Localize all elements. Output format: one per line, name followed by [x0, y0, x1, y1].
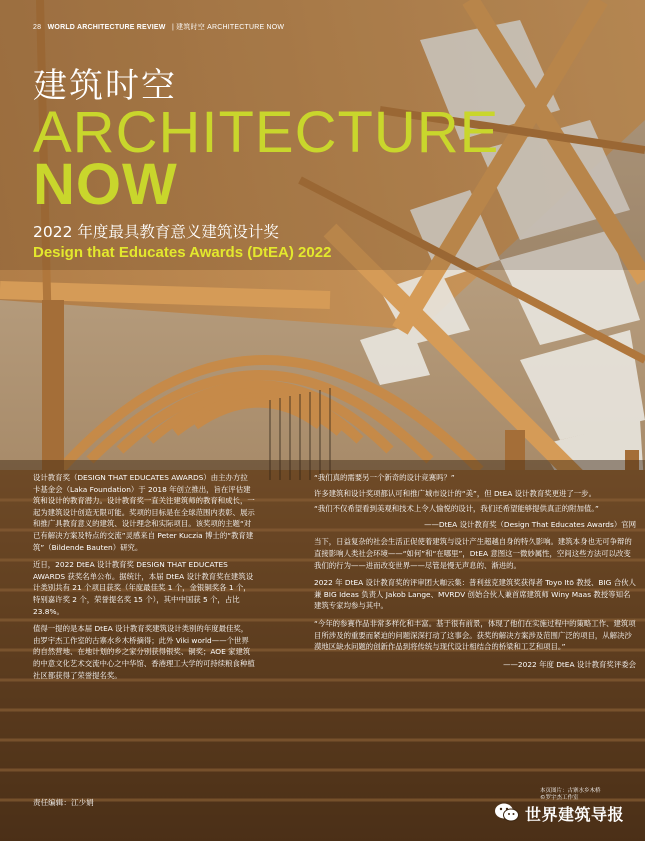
subtitle-english: Design that Educates Awards (DtEA) 2022	[33, 244, 332, 261]
subtitle-chinese: 2022 年度最具教育意义建筑设计奖	[33, 223, 279, 241]
page-header: 28 WORLD ARCHITECTURE REVIEW | 建筑时空 ARCHITECTURE NOW	[33, 24, 285, 31]
right-paragraph-3: 2022 年 DtEA 设计教育奖的评审团大咖云集：普利兹克建筑奖获得者 Toyo Itō 教授、BIG 合伙人兼 BIG Ideas 负责人 Jakob Lange、MVRDV 创始合伙人兼首席建筑师 Winy Maas 教授等知名建筑专家均参与其中。	[314, 578, 636, 611]
right-paragraph-4: “今年的参赛作品非常多样化和丰富。基于很有前景，体现了他们在实施过程中的策略工作、建筑项目所涉及的重要而紧迫的问题深深打动了这事会。获奖的解决方案涉及范围广泛的项目，从解决沙漠地区缺水问题的创新作品到将传统与现代设计相结合的桥梁和工艺和项目。”	[314, 618, 636, 652]
title-chinese: 建筑时空	[33, 66, 177, 106]
right-paragraph-2: 当下，日益复杂的社会生活正促使着建筑与设计产生超越自身的特久影响。建筑本身也无可争辩的直接影响人类社会环境——“如何”和“在哪里”，DtEA 意图这一微妙属性，空间这些方法可以改变我们的行为——进而改变世界——尽管是慢无声息的、渐进的。	[314, 537, 632, 570]
photo-credit-line-2: ©罗宇杰工作室	[540, 795, 579, 801]
photo-credit-line-1: 本页图片：古寨水乡木桥	[540, 788, 601, 794]
quote-signature-1: ——DtEA 设计教育奖（Design That Educates Awards）官网	[424, 519, 636, 529]
left-column	[33, 472, 255, 687]
left-paragraph-1: 设计教育奖（DESIGN THAT EDUCATES AWARDS）由主办方拉卡基金会（Laka Foundation）于 2018 年创立推出，旨在评估建筑和设计的教育潜力。设计教育奖一直关注建筑师的教育和成长，一起为建筑设计创造无限可能。奖项的目标是在全球范围内表彰、展示和推广具教育意义的建筑、设计理念和实际项目。该奖项的主题“对已有解决方案及特点的交流”灵感来自 Peter Kuczia 博士的“教育建筑”（Bildende Bauten）研究。	[33, 473, 255, 552]
quote-signature-2: ——2022 年度 DtEA 设计教育奖评委会	[503, 659, 636, 669]
title-architecture: ARCHITECTURE	[33, 100, 500, 165]
brand-name: 世界建筑导报	[525, 804, 625, 824]
brand-watermark	[493, 799, 624, 827]
editor-credit: 责任编辑：江少娟	[33, 798, 94, 807]
magazine-name: WORLD ARCHITECTURE REVIEW	[47, 24, 166, 31]
quote-body: 许多建筑和设计奖项都认可和推广城市设计的“美”，但 DtEA 设计教育奖更进了一步。	[314, 488, 596, 498]
section-name: 建筑时空 ARCHITECTURE NOW	[176, 24, 285, 31]
title-now: NOW	[33, 152, 178, 217]
quote-question: “我们真的需要另一个新奇的设计竞赛吗？”	[314, 473, 455, 482]
right-column	[314, 472, 636, 676]
wechat-icon	[493, 799, 521, 827]
left-paragraph-3: 值得一提的是本届 DtEA 设计教育奖建筑设计类别的年度最佳奖，由罗宇杰工作室的古寨水乡木桥摘得；此外 Viki world——个世界的自然营地、在地计划的乡之家分别获得银奖、铜奖；AOE 家建筑的中意文化艺术交流中心之中华馆、香港理工大学的可持续粮食种植社区都获得了荣誉提名奖。	[33, 624, 255, 680]
quote-second: “我们不仅希望看到美观和技术上令人愉悦的设计，我们还希望能够提供真正的附加值。”	[314, 504, 599, 514]
left-paragraph-2: 近日，2022 DtEA 设计教育奖 DESIGN THAT EDUCATES AWARDS 获奖名单公布。据统计，本届 DtEA 设计教育奖在建筑设计类别共有 21 个项目获奖（年度最佳奖 1 个，金银铜奖各 1 个，特别嘉许奖 2 个，荣誉提名奖 15 个），其中中国获 5 个，占比 23.8%。	[33, 560, 254, 616]
page-number: 28	[33, 24, 42, 31]
